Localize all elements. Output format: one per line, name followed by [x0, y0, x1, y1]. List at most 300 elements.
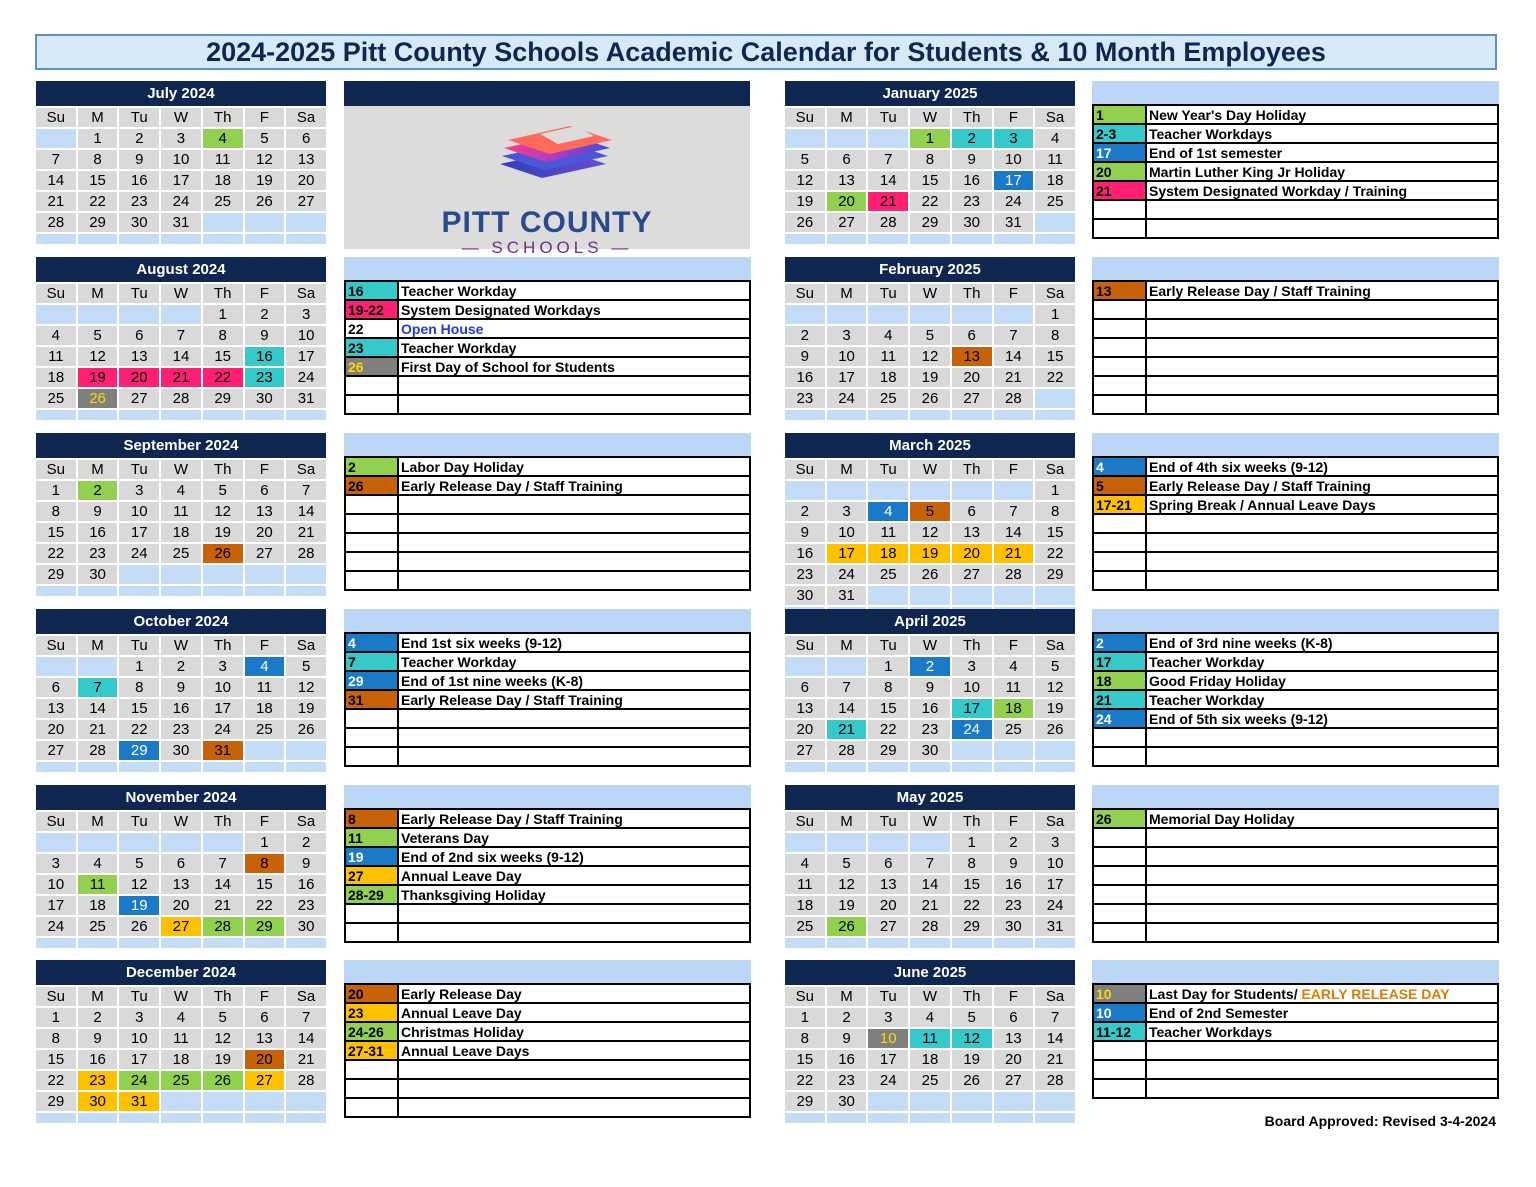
calendar-filler-cell: [119, 762, 159, 772]
calendar-filler-cell: [952, 762, 992, 772]
calendar-filler-cell: [36, 234, 76, 244]
event-description: Annual Leave Day: [398, 866, 750, 885]
event-date-key: [345, 728, 398, 747]
month-calendar: [36, 785, 326, 950]
calendar-day: 14: [286, 502, 326, 521]
calendar-day: 14: [286, 1029, 326, 1048]
event-date-key: [345, 1079, 398, 1098]
calendar-day: 28: [286, 544, 326, 563]
weekday-header: W: [161, 460, 201, 479]
calendar-day: 20: [161, 896, 201, 915]
calendar-day: 22: [952, 896, 992, 915]
calendar-filler-cell: [910, 938, 950, 948]
calendar-day: 30: [78, 1092, 118, 1111]
calendar-day: 25: [785, 917, 825, 936]
event-row: [345, 809, 750, 828]
calendar-day: 4: [78, 854, 118, 873]
calendar-day: 29: [36, 565, 76, 584]
events-header-bar: [1092, 785, 1499, 808]
weekday-header: W: [910, 987, 950, 1006]
calendar-day: 9: [952, 150, 992, 169]
calendar-day: 10: [36, 875, 76, 894]
calendar-day: 13: [119, 347, 159, 366]
calendar-empty-cell: [785, 481, 825, 500]
calendar-day: 3: [119, 481, 159, 500]
calendar-day: 1: [1035, 481, 1075, 500]
calendar-day: 12: [203, 502, 243, 521]
event-date-key: 27-31: [345, 1041, 398, 1060]
calendar-day: 8: [1035, 502, 1075, 521]
calendar-day: 8: [36, 502, 76, 521]
calendar-day: 7: [910, 854, 950, 873]
calendar-filler-cell: [868, 410, 908, 420]
calendar-day: 21: [36, 192, 76, 211]
event-row: [345, 1098, 750, 1117]
event-description: [1146, 1041, 1498, 1060]
calendar-day: 4: [994, 657, 1034, 676]
calendar-day: 18: [868, 544, 908, 563]
calendar-day: 21: [827, 720, 867, 739]
event-row: [345, 904, 750, 923]
event-date-key: 26: [345, 476, 398, 495]
weekday-header: F: [994, 812, 1034, 831]
calendar-day: 14: [994, 347, 1034, 366]
event-row: [345, 1041, 750, 1060]
calendar-empty-cell: [910, 1092, 950, 1111]
calendar-day: 27: [245, 544, 285, 563]
calendar-day: 10: [994, 150, 1034, 169]
event-date-key: [1093, 571, 1146, 590]
calendar-day: 5: [245, 129, 285, 148]
weekday-header: Th: [203, 108, 243, 127]
event-row: [345, 533, 750, 552]
event-date-key: 23: [345, 338, 398, 357]
events-legend: [1092, 257, 1499, 415]
calendar-day: 25: [1035, 192, 1075, 211]
calendar-day: 11: [36, 347, 76, 366]
events-header-bar: [344, 257, 751, 280]
calendar-day: 4: [36, 326, 76, 345]
logo-header-bar: [344, 81, 750, 106]
event-description: Early Release Day / Staff Training: [398, 476, 750, 495]
calendar-day: 4: [203, 129, 243, 148]
month-calendar: [785, 257, 1075, 422]
event-row: [345, 395, 750, 414]
event-date-key: 21: [1093, 690, 1146, 709]
event-description: [1146, 219, 1498, 238]
weekday-header: F: [245, 812, 285, 831]
calendar-empty-cell: [994, 586, 1034, 605]
calendar-day: 4: [868, 326, 908, 345]
calendar-empty-cell: [868, 586, 908, 605]
calendar-day: 16: [994, 875, 1034, 894]
calendar-day: 4: [161, 481, 201, 500]
calendar-day: 1: [1035, 305, 1075, 324]
calendar-filler-cell: [286, 762, 326, 772]
calendar-day: 15: [868, 699, 908, 718]
event-date-key: [345, 571, 398, 590]
weekday-header: Sa: [1035, 284, 1075, 303]
calendar-day: 3: [827, 502, 867, 521]
events-header-bar: [1092, 257, 1499, 280]
calendar-day: 13: [36, 699, 76, 718]
calendar-filler-cell: [245, 410, 285, 420]
calendar-day: 31: [827, 586, 867, 605]
events-header-bar: [1092, 609, 1499, 632]
calendar-filler-cell: [36, 410, 76, 420]
calendar-day: 28: [994, 389, 1034, 408]
calendar-day: 14: [994, 523, 1034, 542]
event-row: [345, 847, 750, 866]
calendar-day: 28: [994, 565, 1034, 584]
calendar-day: 27: [952, 389, 992, 408]
calendar-filler-cell: [286, 938, 326, 948]
event-row: [345, 633, 750, 652]
calendar-day: 19: [119, 896, 159, 915]
calendar-day: 18: [910, 1050, 950, 1069]
weekday-header: Su: [36, 284, 76, 303]
event-row: [345, 1003, 750, 1022]
calendar-day: 17: [827, 544, 867, 563]
event-row: [345, 476, 750, 495]
weekday-header: W: [161, 108, 201, 127]
calendar-day: 7: [1035, 1008, 1075, 1027]
calendar-day: 26: [203, 544, 243, 563]
event-row: [1093, 652, 1498, 671]
event-description: Teacher Workday: [398, 338, 750, 357]
weekday-header: Tu: [868, 108, 908, 127]
event-row: [1093, 904, 1498, 923]
calendar-day: 26: [785, 213, 825, 232]
page-title: 2024-2025 Pitt County Schools Academic Calendar for Students & 10 Month Employees: [35, 34, 1497, 70]
calendar-filler-cell: [785, 762, 825, 772]
calendar-day: 25: [36, 389, 76, 408]
calendar-day: 20: [119, 368, 159, 387]
calendar-empty-cell: [868, 305, 908, 324]
calendar-empty-cell: [78, 833, 118, 852]
calendar-day: 18: [245, 699, 285, 718]
event-description: Martin Luther King Jr Holiday: [1146, 162, 1498, 181]
event-description: [1146, 552, 1498, 571]
weekday-header: Th: [952, 284, 992, 303]
calendar-day: 3: [203, 657, 243, 676]
calendar-day: 24: [203, 720, 243, 739]
calendar-day: 18: [78, 896, 118, 915]
event-description: [1146, 533, 1498, 552]
calendar-day: 14: [78, 699, 118, 718]
event-row: [345, 866, 750, 885]
calendar-filler-cell: [868, 1113, 908, 1123]
calendar-filler-cell: [203, 1113, 243, 1123]
calendar-day: 17: [286, 347, 326, 366]
calendar-day: 16: [286, 875, 326, 894]
calendar-day: 8: [203, 326, 243, 345]
calendar-day: 24: [161, 192, 201, 211]
weekday-header: W: [910, 284, 950, 303]
event-description: Last Day for Students/ EARLY RELEASE DAY: [1146, 984, 1498, 1003]
calendar-empty-cell: [286, 565, 326, 584]
calendar-day: 17: [868, 1050, 908, 1069]
calendar-filler-cell: [994, 938, 1034, 948]
calendar-empty-cell: [78, 657, 118, 676]
calendar-day: 9: [245, 326, 285, 345]
weekday-header: Sa: [286, 284, 326, 303]
calendar-day: 18: [994, 699, 1034, 718]
event-row: [1093, 495, 1498, 514]
calendar-day: 19: [785, 192, 825, 211]
calendar-day: 8: [868, 678, 908, 697]
calendar-day: 28: [161, 389, 201, 408]
events-legend: [344, 433, 751, 591]
calendar-day: 7: [203, 854, 243, 873]
weekday-header: M: [78, 284, 118, 303]
calendar-filler-cell: [286, 234, 326, 244]
event-row: [1093, 181, 1498, 200]
calendar-day: 30: [952, 213, 992, 232]
calendar-filler-cell: [952, 1113, 992, 1123]
calendar-filler-cell: [785, 938, 825, 948]
calendar-filler-cell: [78, 586, 118, 596]
calendar-empty-cell: [910, 305, 950, 324]
calendar-filler-cell: [1035, 410, 1075, 420]
event-date-key: 10: [1093, 1003, 1146, 1022]
calendar-filler-cell: [203, 938, 243, 948]
calendar-day: 17: [827, 368, 867, 387]
calendar-day: 22: [910, 192, 950, 211]
calendar-day: 7: [994, 326, 1034, 345]
calendar-empty-cell: [868, 129, 908, 148]
calendar-day: 22: [785, 1071, 825, 1090]
calendar-day: 8: [119, 678, 159, 697]
calendar-day: 9: [286, 854, 326, 873]
event-description: [398, 1079, 750, 1098]
calendar-day: 24: [286, 368, 326, 387]
event-description: [1146, 728, 1498, 747]
calendar-filler-cell: [245, 586, 285, 596]
stacked-layers-icon: [344, 106, 750, 206]
event-description: End of 1st semester: [1146, 143, 1498, 162]
calendar-day: 19: [286, 699, 326, 718]
event-row: [345, 281, 750, 300]
event-row: [1093, 105, 1498, 124]
calendar-day: 10: [119, 1029, 159, 1048]
calendar-day: 1: [868, 657, 908, 676]
weekday-header: Tu: [119, 460, 159, 479]
calendar-filler-cell: [78, 1113, 118, 1123]
calendar-day: 28: [827, 741, 867, 760]
event-row: [1093, 338, 1498, 357]
calendar-empty-cell: [1035, 741, 1075, 760]
calendar-day: 10: [827, 523, 867, 542]
calendar-day: 18: [785, 896, 825, 915]
calendar-day: 14: [36, 171, 76, 190]
event-row: [1093, 571, 1498, 590]
calendar-day: 30: [286, 917, 326, 936]
events-legend: [1092, 785, 1499, 943]
calendar-empty-cell: [36, 657, 76, 676]
calendar-empty-cell: [78, 305, 118, 324]
calendar-day: 21: [286, 1050, 326, 1069]
calendar-day: 6: [36, 678, 76, 697]
calendar-day: 8: [952, 854, 992, 873]
calendar-day: 8: [78, 150, 118, 169]
calendar-day: 9: [785, 347, 825, 366]
calendar-filler-cell: [827, 938, 867, 948]
event-description: [398, 514, 750, 533]
calendar-empty-cell: [203, 213, 243, 232]
weekday-header: Tu: [868, 987, 908, 1006]
calendar-day: 15: [245, 875, 285, 894]
calendar-day: 10: [1035, 854, 1075, 873]
calendar-day: 22: [1035, 368, 1075, 387]
calendar-day: 8: [910, 150, 950, 169]
calendar-day: 5: [785, 150, 825, 169]
event-description: [1146, 885, 1498, 904]
calendar-day: 21: [78, 720, 118, 739]
calendar-day: 12: [203, 1029, 243, 1048]
calendar-empty-cell: [36, 305, 76, 324]
calendar-day: 4: [785, 854, 825, 873]
calendar-day: 11: [868, 523, 908, 542]
event-date-key: 17: [1093, 652, 1146, 671]
calendar-day: 23: [952, 192, 992, 211]
event-description: End of 2nd six weeks (9-12): [398, 847, 750, 866]
calendar-filler-cell: [119, 938, 159, 948]
event-description: [398, 728, 750, 747]
event-description: [398, 923, 750, 942]
calendar-day: 29: [1035, 565, 1075, 584]
calendar-day: 16: [245, 347, 285, 366]
calendar-day: 6: [952, 502, 992, 521]
calendar-day: 2: [994, 833, 1034, 852]
calendar-empty-cell: [994, 305, 1034, 324]
calendar-day: 23: [286, 896, 326, 915]
event-date-key: [1093, 923, 1146, 942]
calendar-filler-cell: [161, 586, 201, 596]
calendar-day: 24: [1035, 896, 1075, 915]
event-description: [1146, 866, 1498, 885]
event-date-key: 22: [345, 319, 398, 338]
event-row: [1093, 395, 1498, 414]
calendar-day: 13: [286, 150, 326, 169]
calendar-day: 1: [203, 305, 243, 324]
calendar-day: 15: [78, 171, 118, 190]
calendar-day: 30: [119, 213, 159, 232]
event-date-key: [1093, 847, 1146, 866]
events-header-bar: [344, 785, 751, 808]
event-description: Good Friday Holiday: [1146, 671, 1498, 690]
calendar-day: 21: [868, 192, 908, 211]
calendar-day: 3: [286, 305, 326, 324]
event-date-key: 11: [345, 828, 398, 847]
weekday-header: Th: [203, 636, 243, 655]
calendar-empty-cell: [286, 213, 326, 232]
events-header-bar: [1092, 81, 1499, 104]
calendar-day: 6: [868, 854, 908, 873]
calendar-day: 21: [203, 896, 243, 915]
calendar-day: 27: [286, 192, 326, 211]
calendar-day: 3: [827, 326, 867, 345]
event-row: [345, 1079, 750, 1098]
calendar-day: 26: [286, 720, 326, 739]
calendar-day: 7: [286, 1008, 326, 1027]
event-description: Veterans Day: [398, 828, 750, 847]
calendar-filler-cell: [78, 762, 118, 772]
weekday-header: M: [78, 636, 118, 655]
calendar-day: 6: [245, 1008, 285, 1027]
weekday-header: Sa: [286, 108, 326, 127]
event-row: [345, 376, 750, 395]
calendar-day: 6: [161, 854, 201, 873]
calendar-filler-cell: [910, 234, 950, 244]
calendar-day: 17: [1035, 875, 1075, 894]
event-description: End of 5th six weeks (9-12): [1146, 709, 1498, 728]
calendar-day: 22: [203, 368, 243, 387]
calendar-empty-cell: [785, 305, 825, 324]
event-row: [345, 1060, 750, 1079]
early-release-note: EARLY RELEASE DAY: [1301, 985, 1450, 1002]
calendar-day: 15: [910, 171, 950, 190]
calendar-filler-cell: [203, 410, 243, 420]
calendar-day: 18: [868, 368, 908, 387]
event-date-key: 10: [1093, 984, 1146, 1003]
event-date-key: [1093, 514, 1146, 533]
calendar-day: 19: [1035, 699, 1075, 718]
calendar-day: 20: [952, 544, 992, 563]
weekday-header: Th: [203, 284, 243, 303]
calendar-day: 16: [78, 523, 118, 542]
calendar-day: 19: [203, 1050, 243, 1069]
calendar-day: 5: [1035, 657, 1075, 676]
event-description: [398, 571, 750, 590]
calendar-day: 14: [1035, 1029, 1075, 1048]
calendar-day: 17: [994, 171, 1034, 190]
calendar-day: 5: [910, 502, 950, 521]
month-calendar: [785, 433, 1075, 619]
calendar-day: 27: [785, 741, 825, 760]
calendar-day: 30: [245, 389, 285, 408]
weekday-header: F: [245, 284, 285, 303]
events-legend: [344, 257, 751, 415]
calendar-day: 29: [203, 389, 243, 408]
calendar-day: 9: [78, 1029, 118, 1048]
calendar-day: 24: [119, 1071, 159, 1090]
event-description: [1146, 300, 1498, 319]
month-calendar: [36, 609, 326, 774]
calendar-day: 29: [36, 1092, 76, 1111]
weekday-header: Th: [952, 812, 992, 831]
calendar-day: 17: [119, 1050, 159, 1069]
calendar-day: 11: [785, 875, 825, 894]
calendar-day: 9: [827, 1029, 867, 1048]
event-date-key: 2: [345, 457, 398, 476]
calendar-day: 19: [952, 1050, 992, 1069]
event-date-key: 8: [345, 809, 398, 828]
calendar-day: 15: [1035, 523, 1075, 542]
calendar-day: 13: [245, 1029, 285, 1048]
calendar-day: 29: [868, 741, 908, 760]
calendar-filler-cell: [245, 762, 285, 772]
events-header-bar: [1092, 433, 1499, 456]
calendar-filler-cell: [36, 762, 76, 772]
calendar-day: 6: [827, 150, 867, 169]
event-row: [1093, 124, 1498, 143]
weekday-header: Sa: [286, 812, 326, 831]
event-row: [1093, 885, 1498, 904]
weekday-header: F: [994, 636, 1034, 655]
weekday-header: Su: [36, 987, 76, 1006]
event-description: Teacher Workday: [1146, 652, 1498, 671]
